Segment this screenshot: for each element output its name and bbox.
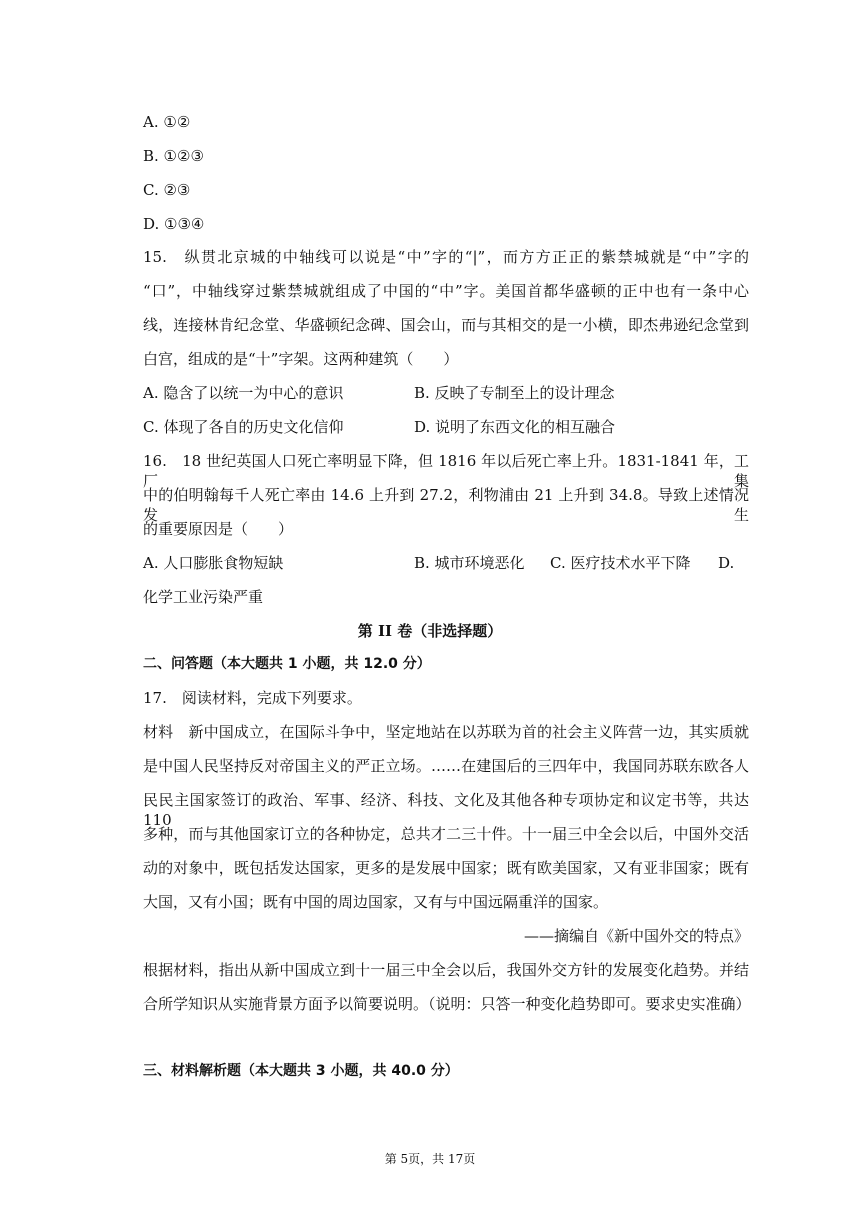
q15-option-c: C. 体现了各自的历史文化信仰 bbox=[143, 418, 344, 436]
q15-line: 线，连接林肯纪念堂、华盛顿纪念碑、国会山，而与其相交的是一小横，即杰弗逊纪念堂到 bbox=[143, 316, 749, 334]
part2-title: 第 II 卷（非选择题） bbox=[357, 622, 503, 640]
q17-question-line: 合所学知识从实施背景方面予以简要说明。（说明：只答一种变化趋势即可。要求史实准确） bbox=[143, 995, 751, 1013]
q17-material-line: 大国，又有小国；既有中国的周边国家，又有与中国远隔重洋的国家。 bbox=[143, 893, 609, 911]
q15-option-b: B. 反映了专制至上的设计理念 bbox=[414, 384, 615, 402]
option-c-prev: C. ②③ bbox=[143, 181, 191, 199]
q15-line: 15. 纵贯北京城的中轴线可以说是“中”字的“|”，而方方正正的紫禁城就是“中”字的 bbox=[143, 248, 749, 266]
section2-heading: 二、问答题（本大题共 1 小题，共 12.0 分） bbox=[143, 656, 431, 672]
q17-material-line: 材料 新中国成立，在国际斗争中，坚定地站在以苏联为首的社会主义阵营一边，其实质就 bbox=[143, 723, 749, 741]
option-b-prev: B. ①②③ bbox=[143, 147, 204, 165]
q17-source: ——摘编自《新中国外交的特点》 bbox=[523, 927, 749, 945]
q17-question-line: 根据材料，指出从新中国成立到十一届三中全会以后，我国外交方针的发展变化趋势。并结 bbox=[143, 961, 749, 979]
q16-line: 中的伯明翰每千人死亡率由 14.6 上升到 27.2，利物浦由 21 上升到 34.8。导致上述情况发生 bbox=[143, 486, 749, 524]
q15-line: 白宫，组成的是“十”字架。这两种建筑（ ） bbox=[143, 350, 459, 368]
q17-material-line: 是中国人民坚持反对帝国主义的严正立场。……在建国后的三四年中，我国同苏联东欧各人 bbox=[143, 757, 749, 775]
q15-option-a: A. 隐含了以统一为中心的意识 bbox=[143, 384, 344, 402]
q16-line: 的重要原因是（ ） bbox=[143, 520, 294, 538]
q16-option-c: C. 医疗技术水平下降 bbox=[550, 554, 691, 572]
q17-material-line: 民民主国家签订的政治、军事、经济、科技、文化及其他各种专项协定和议定书等，共达 110 bbox=[143, 791, 749, 829]
q17-material-line: 多种，而与其他国家订立的各种协定，总共才二三十件。十一届三中全会以后，中国外交活 bbox=[143, 825, 749, 843]
option-d-prev: D. ①③④ bbox=[143, 215, 205, 233]
q16-option-a: A. 人口膨胀食物短缺 bbox=[143, 554, 284, 572]
q16-option-d-continued: 化学工业污染严重 bbox=[143, 588, 264, 606]
q15-option-d: D. 说明了东西文化的相互融合 bbox=[414, 418, 616, 436]
q15-line: “口”，中轴线穿过紫禁城就组成了中国的“中”字。美国首都华盛顿的正中也有一条中心 bbox=[143, 282, 749, 300]
page-footer: 第 5页，共 17页 bbox=[384, 1152, 476, 1166]
q16-line: 16. 18 世纪英国人口死亡率明显下降，但 1816 年以后死亡率上升。1831-1841 年，工厂集 bbox=[143, 452, 749, 490]
q16-option-b: B. 城市环境恶化 bbox=[414, 554, 525, 572]
option-a-prev: A. ①② bbox=[143, 113, 191, 131]
section3-heading: 三、材料解析题（本大题共 3 小题，共 40.0 分） bbox=[143, 1063, 459, 1079]
q17-material-line: 动的对象中，既包括发达国家，更多的是发展中国家；既有欧美国家，又有亚非国家；既有 bbox=[143, 859, 749, 877]
q17-intro: 17. 阅读材料，完成下列要求。 bbox=[143, 689, 362, 707]
q16-option-d: D. bbox=[718, 554, 735, 572]
